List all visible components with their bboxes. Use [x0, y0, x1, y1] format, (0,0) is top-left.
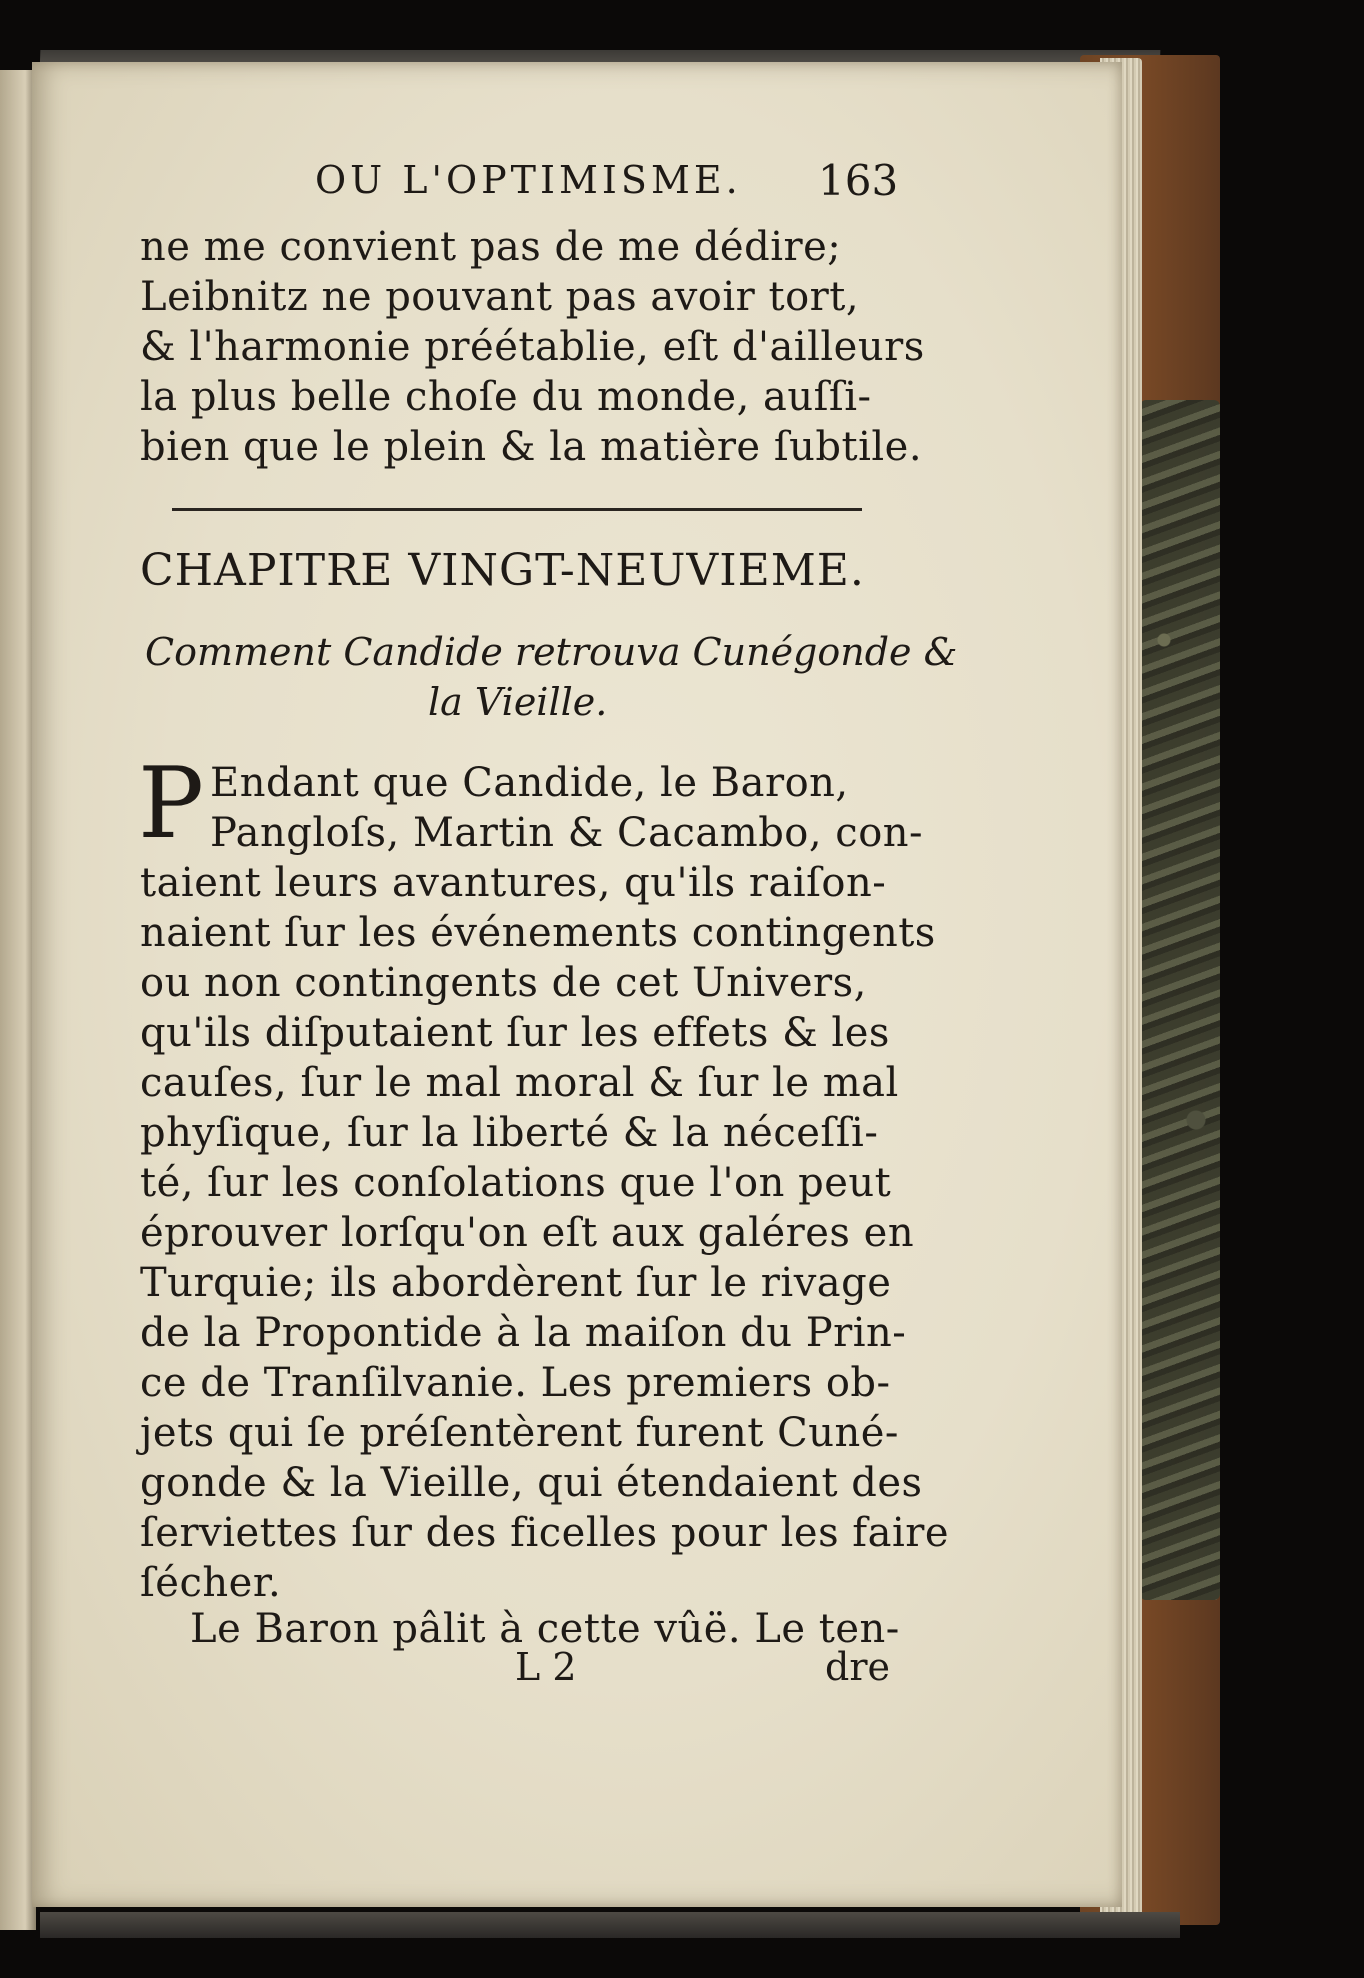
text-line: Endant que Candide, le Baron, — [210, 760, 849, 806]
text-line: Pangloſs, Martin & Cacambo, con- — [210, 810, 924, 856]
text-line: & l'harmonie préétablie, eſt d'ailleurs — [140, 324, 925, 370]
text-line: bien que le plein & la matière ſubtile. — [140, 424, 923, 470]
text-line: taient leurs avantures, qu'ils raiſon- — [140, 860, 887, 906]
catchword: dre — [825, 1645, 890, 1689]
text-line-last: Le Baron pâlit à cette vûë. Le ten- — [190, 1606, 900, 1652]
marbled-cover-pattern — [1140, 400, 1220, 1600]
text-line: Turquie; ils abordèrent ſur le rivage — [140, 1260, 892, 1306]
page-footer — [140, 1645, 900, 1701]
text-line: Leibnitz ne pouvant pas avoir tort, — [140, 274, 860, 320]
text-line: ſécher. — [140, 1560, 282, 1606]
chapter-title: CHAPITRE VINGT-NEUVIEME. — [140, 545, 865, 596]
text-line: ce de Tranſilvanie. Les premiers ob- — [140, 1360, 891, 1406]
text-line: gonde & la Vieille, qui étendaient des — [140, 1460, 923, 1506]
text-line: jets qui ſe préſentèrent furent Cuné- — [140, 1410, 899, 1456]
text-line: ou non contingents de cet Univers, — [140, 960, 867, 1006]
facing-page-edge — [0, 70, 36, 1930]
text-line: éprouver lorſqu'on eſt aux galéres en — [140, 1210, 915, 1256]
book-bottom-edge — [40, 1912, 1180, 1938]
text-line: ne me convient pas de me dédire; — [140, 224, 842, 270]
text-line: té, ſur les conſolations que l'on peut — [140, 1160, 892, 1206]
drop-cap: P — [138, 747, 204, 861]
text-line: de la Propontide à la maiſon du Prin- — [140, 1310, 907, 1356]
signature-mark: L 2 — [515, 1645, 577, 1689]
text-line: ſerviettes ſur des ficelles pour les faire — [140, 1510, 950, 1556]
text-line: phyſique, ſur la liberté & la néceſſi- — [140, 1110, 879, 1156]
chapter-subtitle-line-2: la Vieille. — [428, 680, 608, 724]
text-line: naient ſur les événements contingents — [140, 910, 936, 956]
running-head: OU L'OPTIMISME. — [315, 158, 742, 202]
chapter-subtitle-line-1: Comment Candide retrouva Cunégonde & — [145, 630, 958, 674]
chapter-divider-rule — [172, 508, 862, 511]
text-line: qu'ils diſputaient ſur les effets & les — [140, 1010, 890, 1056]
text-line: la plus belle choſe du monde, auſſi- — [140, 374, 872, 420]
text-line: cauſes, ſur le mal moral & ſur le mal — [140, 1060, 899, 1106]
page-number: 163 — [818, 156, 899, 205]
